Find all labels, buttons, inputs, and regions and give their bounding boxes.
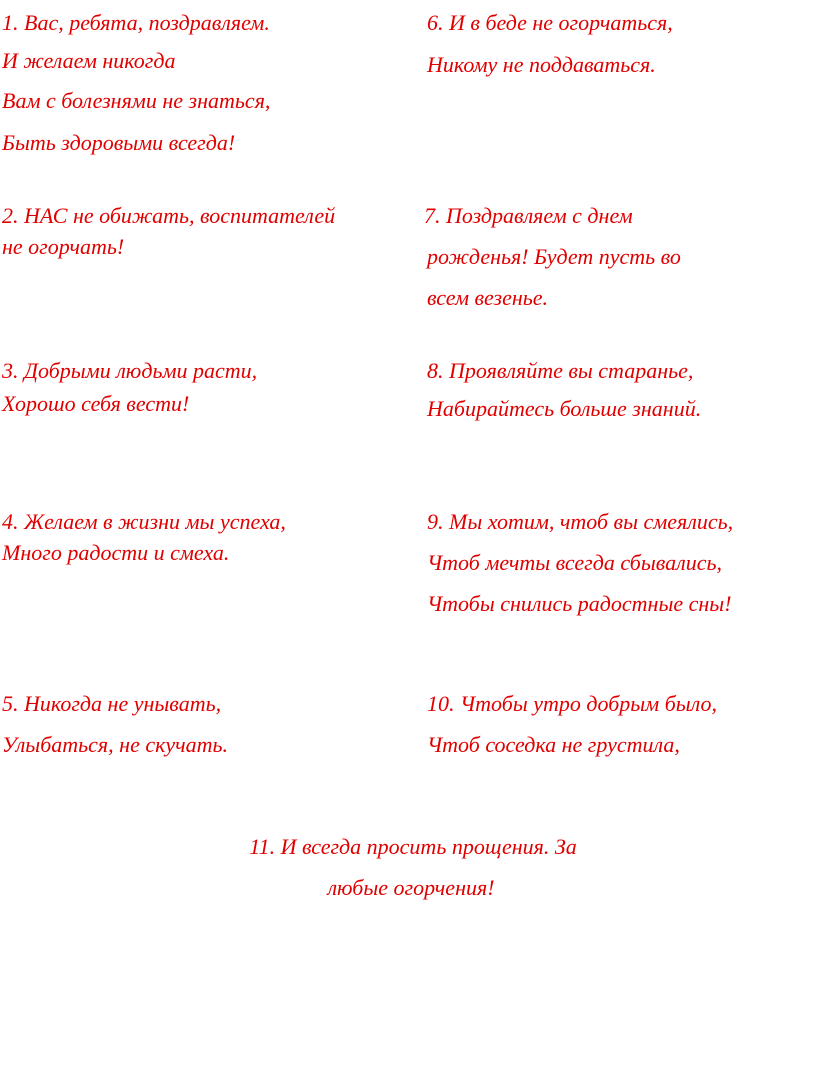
- verse-1-line-4: Быть здоровыми всегда!: [2, 130, 236, 155]
- verse-11-line-1: 11. И всегда просить прощения. За: [249, 834, 577, 859]
- verse-1-line-2: И желаем никогда: [2, 48, 176, 73]
- verse-7-line-2: рожденья! Будет пусть во: [427, 244, 681, 269]
- verse-2-line-2: не огорчать!: [2, 234, 125, 259]
- verse-8-line-1: 8. Проявляйте вы старанье,: [427, 358, 694, 383]
- verse-6-line-2: Никому не поддаваться.: [427, 52, 656, 77]
- verse-5-line-1: 5. Никогда не унывать,: [2, 691, 222, 716]
- verse-4-line-2: Много радости и смеха.: [2, 540, 230, 565]
- verse-10-line-2: Чтоб соседка не грустила,: [427, 732, 680, 757]
- verse-6-line-1: 6. И в беде не огорчаться,: [427, 10, 673, 35]
- verse-2-line-1: 2. НАС не обижать, воспитателей: [2, 203, 336, 228]
- verse-1-line-1: 1. Вас, ребята, поздравляем.: [2, 10, 270, 35]
- verse-5-line-2: Улыбаться, не скучать.: [2, 732, 229, 757]
- verse-7-line-1: 7. Поздравляем с днем: [424, 203, 633, 228]
- verse-7-line-3: всем везенье.: [427, 285, 549, 310]
- verse-8-line-2: Набирайтесь больше знаний.: [427, 396, 702, 421]
- verse-9-line-3: Чтобы снились радостные сны!: [427, 591, 732, 616]
- verse-11-line-2: любые огорчения!: [327, 875, 495, 900]
- verse-10-line-1: 10. Чтобы утро добрым было,: [427, 691, 718, 716]
- verse-1-line-3: Вам с болезнями не знаться,: [2, 88, 271, 113]
- verse-4-line-1: 4. Желаем в жизни мы успеха,: [2, 509, 286, 534]
- verse-9-line-2: Чтоб мечты всегда сбывались,: [427, 550, 723, 575]
- verse-9-line-1: 9. Мы хотим, чтоб вы смеялись,: [427, 509, 734, 534]
- verse-3-line-2: Хорошо себя вести!: [2, 391, 190, 416]
- verse-3-line-1: 3. Добрыми людьми расти,: [2, 358, 258, 383]
